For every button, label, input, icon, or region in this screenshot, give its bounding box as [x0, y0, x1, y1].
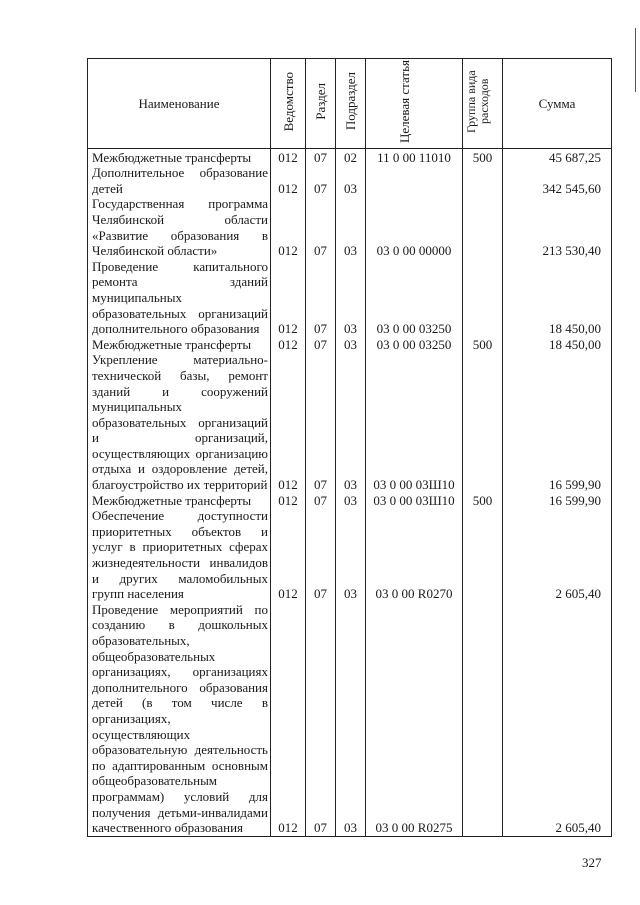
- row-gruppa: 500: [463, 148, 503, 165]
- row-gruppa: 500: [463, 493, 503, 509]
- table-row: [88, 165, 612, 196]
- row-vedomstvo: 012: [271, 196, 306, 258]
- row-razdel: 07: [306, 493, 336, 509]
- table-row: [88, 196, 612, 258]
- row-podrazdel: 02: [336, 148, 366, 165]
- table-row: [88, 337, 612, 353]
- row-name: Межбюджетные трансферты: [88, 493, 271, 509]
- header-summa: Сумма: [503, 59, 612, 149]
- header-celevaya-statya: [366, 59, 463, 149]
- row-celevaya: 03 0 00 03Ш10: [366, 352, 463, 492]
- row-name: Обеспечение доступности приоритетных объектов и услуг в приоритетных сферах жизнедеятельности инвалидов и других маломобильных групп населения: [88, 508, 271, 602]
- row-celevaya: 03 0 00 03250: [366, 337, 463, 353]
- row-vedomstvo: 012: [271, 148, 306, 165]
- row-razdel: 07: [306, 508, 336, 602]
- row-gruppa: [463, 508, 503, 602]
- row-celevaya: 03 0 00 03250: [366, 259, 463, 337]
- row-celevaya: 03 0 00 R0275: [366, 602, 463, 836]
- row-celevaya: 03 0 00 03Ш10: [366, 493, 463, 509]
- table-row: [88, 493, 612, 509]
- row-summa: 45 687,25: [503, 148, 612, 165]
- row-podrazdel: 03: [336, 602, 366, 836]
- header-vedomstvo-label: Ведомство: [280, 71, 296, 132]
- header-name: Наименование: [88, 59, 271, 149]
- row-gruppa: [463, 259, 503, 337]
- header-razdel: [306, 59, 336, 149]
- row-summa: 2 605,40: [503, 602, 612, 836]
- row-summa: 213 530,40: [503, 196, 612, 258]
- row-summa: 342 545,60: [503, 165, 612, 196]
- row-summa: 2 605,40: [503, 508, 612, 602]
- row-gruppa: [463, 352, 503, 492]
- row-summa: 18 450,00: [503, 337, 612, 353]
- table-row: [88, 602, 612, 836]
- row-name: Межбюджетные трансферты: [88, 337, 271, 353]
- row-podrazdel: 03: [336, 493, 366, 509]
- header-podrazdel-label: Подраздел: [343, 72, 358, 131]
- row-razdel: 07: [306, 165, 336, 196]
- row-summa: 16 599,90: [503, 493, 612, 509]
- row-gruppa: 500: [463, 337, 503, 353]
- row-razdel: 07: [306, 352, 336, 492]
- row-name: Укрепление материально-технической базы, ремонт зданий и сооружений муниципальных образовательных организаций и организаций, осуществляющих организацию отдыха и оздоровление детей, благоустройство их территорий: [88, 352, 271, 492]
- row-celevaya: 11 0 00 11010: [366, 148, 463, 165]
- row-razdel: 07: [306, 602, 336, 836]
- row-summa: 16 599,90: [503, 352, 612, 492]
- row-name: Проведение капитального ремонта зданий муниципальных образовательных организаций дополнительного образования: [88, 259, 271, 337]
- table-row: [88, 259, 612, 337]
- row-vedomstvo: 012: [271, 165, 306, 196]
- row-vedomstvo: 012: [271, 259, 306, 337]
- row-gruppa: [463, 165, 503, 196]
- row-vedomstvo: 012: [271, 602, 306, 836]
- row-name: Проведение мероприятий по созданию в дошкольных образовательных, общеобразовательных организациях, организациях дополнительного образования детей (в том числе в организациях, осуществляющих образовательную деятельность по адаптированным основным общеобразовательным программам) условий для получения детьми-инвалидами качественного образования: [88, 602, 271, 836]
- row-podrazdel: 03: [336, 259, 366, 337]
- row-gruppa: [463, 196, 503, 258]
- row-celevaya: 03 0 00 00000: [366, 196, 463, 258]
- row-name: Государственная программа Челябинской области «Развитие образования в Челябинской области»: [88, 196, 271, 258]
- row-vedomstvo: 012: [271, 508, 306, 602]
- row-razdel: 07: [306, 196, 336, 258]
- header-gruppa-vida-rashodov: [463, 59, 503, 149]
- row-vedomstvo: 012: [271, 352, 306, 492]
- row-razdel: 07: [306, 337, 336, 353]
- page-number: 327: [582, 855, 602, 870]
- row-podrazdel: 03: [336, 508, 366, 602]
- header-razdel-label: Раздел: [313, 83, 328, 120]
- table-row: [88, 352, 612, 492]
- table-header-row: [88, 59, 612, 149]
- table-row: [88, 148, 612, 165]
- table-row: [88, 508, 612, 602]
- row-vedomstvo: 012: [271, 493, 306, 509]
- scan-page-edge: [635, 28, 636, 92]
- row-podrazdel: 03: [336, 352, 366, 492]
- row-summa: 18 450,00: [503, 259, 612, 337]
- header-podrazdel: [336, 59, 366, 149]
- row-celevaya: [366, 165, 463, 196]
- row-gruppa: [463, 602, 503, 836]
- row-razdel: 07: [306, 148, 336, 165]
- row-podrazdel: 03: [336, 337, 366, 353]
- budget-table: [87, 58, 612, 837]
- row-name: Дополнительное образование детей: [88, 165, 271, 196]
- header-vedomstvo: [271, 59, 306, 149]
- row-podrazdel: 03: [336, 165, 366, 196]
- row-name: Межбюджетные трансферты: [88, 148, 271, 165]
- row-vedomstvo: 012: [271, 337, 306, 353]
- header-gruppa-label: Группа вида расходов: [463, 70, 491, 133]
- row-razdel: 07: [306, 259, 336, 337]
- row-podrazdel: 03: [336, 196, 366, 258]
- row-celevaya: 03 0 00 R0270: [366, 508, 463, 602]
- header-celevaya-label: Целевая статья: [397, 59, 412, 143]
